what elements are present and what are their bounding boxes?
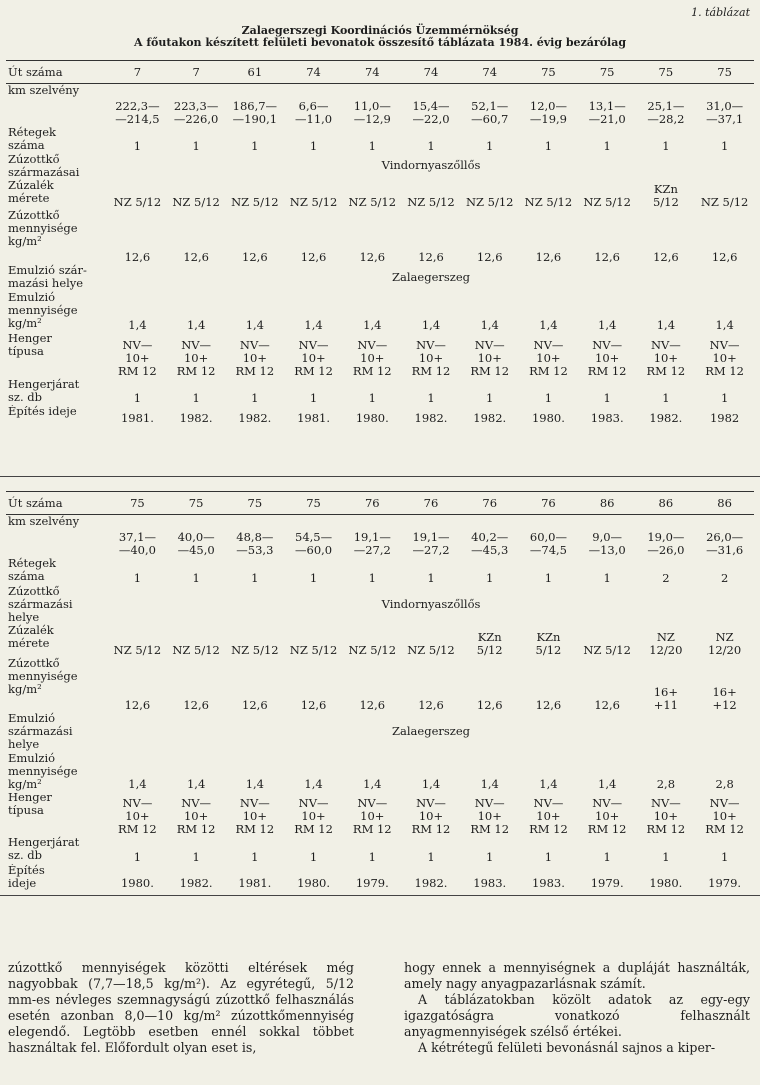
- table-cell: 1979.: [355, 875, 389, 890]
- table-cell: NZ 5/12: [289, 642, 338, 657]
- table-cell: 12,6: [594, 697, 620, 712]
- table-cell: NZ 5/12: [172, 194, 220, 209]
- table-cell: 1,4: [480, 317, 499, 332]
- row-label: Emulzió szár- mazási helye: [8, 263, 87, 290]
- table-cell: 37,1— —40,0: [118, 529, 156, 557]
- table-cell: 12,6: [359, 697, 386, 712]
- table-row: [6, 624, 754, 657]
- table-cell: 1: [662, 138, 670, 153]
- table-cell: 19,1— —27,2: [353, 529, 391, 557]
- table-cell: 1,4: [421, 776, 441, 791]
- body-column-left: [8, 960, 354, 1056]
- table-cell: 12,6: [300, 697, 327, 712]
- table-cell: 222,3— —214,5: [115, 98, 160, 126]
- row-label: Henger típusa: [8, 790, 52, 817]
- paragraph: A táblázatokban közölt adatok az egy-egy igazgatóságra vonatkozó felhasznált anyagmennyiségek szélső értékei.: [404, 992, 750, 1039]
- table-cell: 12,6: [476, 697, 503, 712]
- table-cell: 1: [368, 849, 376, 864]
- road-number: 7: [108, 61, 167, 84]
- table-cell: 1: [133, 390, 142, 405]
- row-label: Zúzottkő származásai: [8, 152, 80, 179]
- table-cell: 40,0— —45,0: [177, 529, 215, 557]
- table-cell: 1: [427, 570, 435, 585]
- table-cell: 1,4: [715, 317, 734, 332]
- table-cell: NZ 5/12: [524, 194, 573, 209]
- table-row: [6, 84, 754, 126]
- road-number: 76: [519, 492, 578, 515]
- row-label: Hengerjárat sz. db: [8, 377, 80, 404]
- table-row: [6, 585, 754, 624]
- table-row: [6, 179, 754, 209]
- table-cell: 1: [133, 849, 142, 864]
- table-cell: 1,4: [186, 317, 206, 332]
- row-label: Emulzió származási helye: [8, 711, 73, 751]
- table-cell: 1982.: [179, 875, 213, 890]
- table-cell: 1,4: [363, 317, 382, 332]
- table-cell: 1: [368, 570, 376, 585]
- table-cell: NZ 5/12: [583, 194, 631, 209]
- table-cell: 186,7— —190,1: [232, 98, 278, 126]
- table-cell: 1: [544, 570, 553, 585]
- title-line-2: A főutakon készített felületi bevonatok összesítő táblázata 1984. évig bezárólag: [133, 36, 627, 49]
- table-cell: 1980.: [649, 875, 683, 890]
- table-cell: 1982.: [179, 410, 213, 425]
- table-cell: 1: [544, 390, 553, 405]
- table-cell: 54,5— —60,0: [295, 529, 333, 557]
- table-title: [0, 25, 760, 49]
- table-2-bottom-rule: [0, 895, 760, 896]
- row-label: Építés ideje: [8, 863, 45, 890]
- table-row: [6, 378, 754, 405]
- table-cell: 1: [309, 138, 318, 153]
- road-number: 75: [167, 492, 226, 515]
- table-cell: 52,1— —60,7: [471, 98, 509, 126]
- table-cell: 12,6: [300, 249, 327, 264]
- table-cell: 9,0— —13,0: [588, 529, 626, 557]
- table-cell: NZ 5/12: [113, 194, 162, 209]
- table-cell: 1,4: [598, 776, 617, 791]
- road-number: 76: [402, 492, 461, 515]
- table-row: [6, 332, 754, 378]
- table-cell: KZn 5/12: [652, 181, 679, 209]
- table-cell: KZn 5/12: [476, 629, 503, 657]
- row-label: Zúzottkő mennyisége kg/m²: [8, 208, 78, 248]
- table-cell: NV— 10+ RM 12: [529, 795, 568, 836]
- merged-cell: Vindornyaszőllős: [381, 158, 481, 172]
- header-row: [6, 61, 754, 84]
- table-cell: 1: [251, 390, 259, 405]
- table-cell: 1980.: [297, 875, 331, 890]
- table-cell: 60,0— —74,5: [529, 529, 567, 557]
- table-cell: 12,6: [653, 249, 679, 264]
- table-cell: 1: [192, 570, 200, 585]
- table-row: [6, 657, 754, 712]
- road-number: 75: [519, 61, 578, 84]
- header-label: Út száma: [6, 492, 108, 515]
- table-cell: NZ 5/12: [113, 642, 162, 657]
- road-number: 75: [284, 492, 343, 515]
- table-cell: NV— 10+ RM 12: [705, 337, 744, 378]
- row-label: Hengerjárat sz. db: [8, 835, 80, 862]
- row-label: Zúzalék mérete: [8, 623, 54, 650]
- road-number: 75: [695, 61, 754, 84]
- paragraph: zúzottkő mennyiségek közötti eltérések még nagyobbak (7,7—18,5 kg/m²). Az egyrétegű, 5/12 mm-es névleges szemnagyságú zúzottkő felhasználás esetén azonban 8,0—10 kg/m² zúzottkőmennyiség elegendő. Legtöbb esetben ennél sokkal többet használtak fel. Előfordult olyan eset is,: [8, 960, 354, 1055]
- table-cell: 31,0— —37,1: [706, 98, 744, 126]
- table-cell: 1: [251, 849, 259, 864]
- table-reference: 1. táblázat: [691, 6, 750, 19]
- table-cell: 1,4: [598, 317, 617, 332]
- table-cell: NZ 5/12: [172, 642, 220, 657]
- table-cell: NV— 10+ RM 12: [587, 337, 627, 378]
- table-row: [6, 557, 754, 585]
- table-cell: 1: [603, 570, 611, 585]
- road-number: 74: [402, 61, 461, 84]
- table-cell: 25,1— —28,2: [647, 98, 685, 126]
- table-cell: 1: [486, 390, 494, 405]
- table-cell: 12,6: [594, 249, 620, 264]
- row-label: Rétegek száma: [8, 556, 57, 583]
- table-cell: 1,4: [480, 776, 499, 791]
- table-cell: NZ 5/12: [583, 642, 631, 657]
- table-cell: 1: [662, 390, 670, 405]
- table-row: [6, 515, 754, 557]
- table-1-bottom-rule: [0, 476, 760, 477]
- table-cell: 1: [720, 138, 729, 153]
- row-label: Zúzalék mérete: [8, 178, 54, 205]
- table-row: [6, 405, 754, 425]
- table-cell: NZ 5/12: [289, 194, 338, 209]
- table-cell: NZ 5/12: [407, 642, 455, 657]
- table-cell: NZ 5/12: [231, 642, 279, 657]
- table-cell: 1: [192, 849, 200, 864]
- table-cell: NV— 10+ RM 12: [118, 795, 157, 836]
- table-cell: 12,6: [124, 697, 151, 712]
- table-cell: 12,0— —19,9: [529, 98, 567, 126]
- summary-table-2: [6, 491, 754, 890]
- table-cell: 12,6: [242, 697, 268, 712]
- merged-cell: Zalaegerszeg: [392, 269, 471, 284]
- table-cell: 12,6: [711, 249, 738, 264]
- table-cell: NV— 10+ RM 12: [176, 795, 216, 836]
- table-cell: 1: [486, 570, 494, 585]
- table-cell: NV— 10+ RM 12: [235, 795, 275, 836]
- table-cell: 15,4— —22,0: [412, 98, 450, 126]
- table-cell: 1,4: [539, 776, 558, 791]
- table-cell: 1: [427, 849, 435, 864]
- table-cell: 1: [544, 849, 553, 864]
- table-cell: NZ 5/12: [465, 194, 514, 209]
- table-cell: KZn 5/12: [535, 629, 562, 657]
- road-number: 75: [637, 61, 696, 84]
- table-row: [6, 264, 754, 291]
- table-cell: 12,6: [183, 697, 209, 712]
- road-number: 75: [225, 492, 284, 515]
- table-cell: 1: [486, 849, 494, 864]
- table-cell: 16+ +11: [653, 684, 679, 712]
- table-cell: 12,6: [183, 249, 209, 264]
- merged-cell: Vindornyaszőllős: [381, 596, 481, 611]
- table-cell: 6,6— —11,0: [295, 98, 333, 126]
- table-cell: 12,6: [418, 249, 444, 264]
- row-label: Emulzió mennyisége kg/m²: [8, 290, 78, 330]
- table-cell: 1: [544, 138, 553, 153]
- row-label: Henger típusa: [8, 331, 52, 358]
- table-row: [6, 153, 754, 179]
- table-cell: NV— 10+ RM 12: [118, 337, 157, 378]
- table-cell: 2,8: [656, 776, 676, 791]
- table-cell: NZ 5/12: [348, 194, 397, 209]
- road-number: 86: [578, 492, 637, 515]
- table-cell: NV— 10+ RM 12: [352, 337, 392, 378]
- table-cell: 1: [368, 390, 376, 405]
- table-cell: 1982.: [414, 875, 448, 890]
- table-cell: 12,6: [535, 697, 562, 712]
- table-row: [6, 712, 754, 752]
- table-cell: 40,2— —45,3: [471, 529, 509, 557]
- table-cell: 1979.: [708, 875, 742, 890]
- table-cell: 12,6: [476, 249, 503, 264]
- table-cell: 1: [251, 570, 259, 585]
- summary-table-1: [6, 60, 754, 425]
- table-cell: 1: [309, 849, 318, 864]
- table-cell: 1: [133, 138, 142, 153]
- table-cell: 2,8: [715, 776, 734, 791]
- table-cell: NV— 10+ RM 12: [470, 337, 510, 378]
- paragraph: hogy ennek a mennyiségnek a dupláját használták, amely nagy anyagpazarlásnak számít.: [404, 960, 750, 991]
- table-cell: NZ 5/12: [700, 194, 749, 209]
- table-cell: 1: [603, 390, 611, 405]
- road-number: 75: [108, 492, 167, 515]
- table-cell: 26,0— —31,6: [706, 529, 744, 557]
- table-cell: 19,1— —27,2: [412, 529, 450, 557]
- table-cell: 1983.: [531, 875, 565, 890]
- table-cell: 1,4: [363, 776, 382, 791]
- table-cell: 1983.: [590, 410, 624, 425]
- table-cell: 1: [603, 849, 611, 864]
- table-cell: NZ 5/12: [348, 642, 397, 657]
- table-cell: 1: [309, 570, 318, 585]
- table-cell: NV— 10+ RM 12: [235, 337, 275, 378]
- table-cell: 1983.: [473, 875, 507, 890]
- table-cell: 1,4: [128, 317, 147, 332]
- table-cell: NZ 12/20: [649, 629, 683, 657]
- table-cell: NV— 10+ RM 12: [529, 337, 568, 378]
- table-cell: NV— 10+ RM 12: [411, 795, 451, 836]
- table-cell: NV— 10+ RM 12: [587, 795, 627, 836]
- table-cell: 2: [720, 570, 729, 585]
- table-cell: 12,6: [535, 249, 562, 264]
- table-row: [6, 752, 754, 791]
- road-number: 75: [578, 61, 637, 84]
- table-cell: 12,6: [242, 249, 268, 264]
- table-cell: 1,4: [656, 317, 676, 332]
- table-cell: 12,6: [418, 697, 444, 712]
- table-cell: 48,8— —53,3: [236, 529, 274, 557]
- table-cell: NV— 10+ RM 12: [705, 795, 744, 836]
- table-cell: 1979.: [590, 875, 624, 890]
- table-cell: 1: [603, 138, 611, 153]
- table-cell: 1,4: [245, 317, 264, 332]
- table-cell: NV— 10+ RM 12: [646, 337, 686, 378]
- table-cell: NV— 10+ RM 12: [411, 337, 451, 378]
- table-row: [6, 791, 754, 836]
- header-label: Út száma: [6, 61, 108, 84]
- table-cell: 1982.: [473, 410, 507, 425]
- table-cell: 1982.: [414, 410, 448, 425]
- table-cell: NV— 10+ RM 12: [352, 795, 392, 836]
- table-row: [6, 291, 754, 332]
- table-cell: 2: [662, 570, 670, 585]
- table-cell: 13,1— —21,0: [588, 98, 626, 126]
- table-cell: 1981.: [120, 410, 154, 425]
- table-cell: 1: [133, 570, 142, 585]
- row-label: km szelvény: [8, 83, 80, 97]
- table-cell: 223,3— —226,0: [173, 98, 219, 126]
- table-cell: 1,4: [186, 776, 206, 791]
- road-number: 7: [167, 61, 226, 84]
- table-cell: 1,4: [304, 317, 323, 332]
- row-label: Zúzottkő mennyisége kg/m²: [8, 656, 78, 696]
- road-number: 74: [460, 61, 519, 84]
- road-number: 86: [695, 492, 754, 515]
- road-number: 86: [637, 492, 696, 515]
- road-number: 76: [343, 492, 402, 515]
- table-cell: NV— 10+ RM 12: [646, 795, 686, 836]
- table-cell: 1981.: [297, 410, 331, 425]
- table-cell: 1,4: [245, 776, 264, 791]
- table-cell: 1,4: [421, 317, 441, 332]
- row-label: Építés ideje: [8, 404, 77, 418]
- row-label: Emulzió mennyisége kg/m²: [8, 751, 78, 791]
- table-cell: 1981.: [238, 875, 272, 890]
- table-cell: 1980.: [355, 410, 389, 425]
- title-line-1: Zalaegerszegi Koordinációs Üzemmérnökség: [241, 24, 519, 37]
- table-cell: 1: [720, 849, 729, 864]
- table-cell: NV— 10+ RM 12: [294, 795, 333, 836]
- paragraph: A kétrétegű felületi bevonásnál sajnos a kiper-: [418, 1040, 716, 1055]
- table-cell: NV— 10+ RM 12: [294, 337, 333, 378]
- body-column-right: [404, 960, 750, 1056]
- table-cell: 1,4: [539, 317, 558, 332]
- table-cell: NZ 5/12: [407, 194, 455, 209]
- road-number: 74: [343, 61, 402, 84]
- table-cell: 1,4: [128, 776, 147, 791]
- table-cell: 12,6: [124, 249, 151, 264]
- table-cell: 1: [662, 849, 670, 864]
- table-cell: 11,0— —12,9: [353, 98, 391, 126]
- table-cell: 1: [427, 390, 435, 405]
- table-cell: 1: [251, 138, 259, 153]
- table-cell: NZ 5/12: [231, 194, 279, 209]
- table-cell: 16+ +12: [712, 684, 737, 712]
- table-cell: 1982.: [238, 410, 272, 425]
- table-cell: NV— 10+ RM 12: [470, 795, 510, 836]
- header-row: [6, 492, 754, 515]
- table-cell: 1: [720, 390, 729, 405]
- table-cell: 1980.: [120, 875, 154, 890]
- table-cell: NZ 12/20: [708, 629, 742, 657]
- table-cell: 1: [368, 138, 376, 153]
- table-cell: 1982: [709, 410, 740, 425]
- row-label: Zúzottkő származási helye: [8, 584, 73, 624]
- table-cell: 12,6: [359, 249, 386, 264]
- table-row: [6, 864, 754, 890]
- table-cell: 19,0— —26,0: [647, 529, 685, 557]
- merged-cell: Zalaegerszeg: [392, 724, 471, 738]
- table-cell: 1: [309, 390, 318, 405]
- road-number: 76: [460, 492, 519, 515]
- table-row: [6, 836, 754, 864]
- table-cell: 1: [427, 138, 435, 153]
- table-row: [6, 209, 754, 264]
- road-number: 74: [284, 61, 343, 84]
- table-row: [6, 126, 754, 153]
- row-label: Rétegek száma: [8, 125, 57, 152]
- table-cell: NV— 10+ RM 12: [176, 337, 216, 378]
- table-cell: 1980.: [531, 410, 565, 425]
- road-number: 61: [225, 61, 284, 84]
- table-cell: 1,4: [304, 776, 323, 791]
- table-cell: 1: [486, 138, 494, 153]
- row-label: km szelvény: [8, 514, 80, 528]
- table-cell: 1: [192, 390, 200, 405]
- table-cell: 1: [192, 138, 200, 153]
- table-cell: 1982.: [649, 410, 683, 425]
